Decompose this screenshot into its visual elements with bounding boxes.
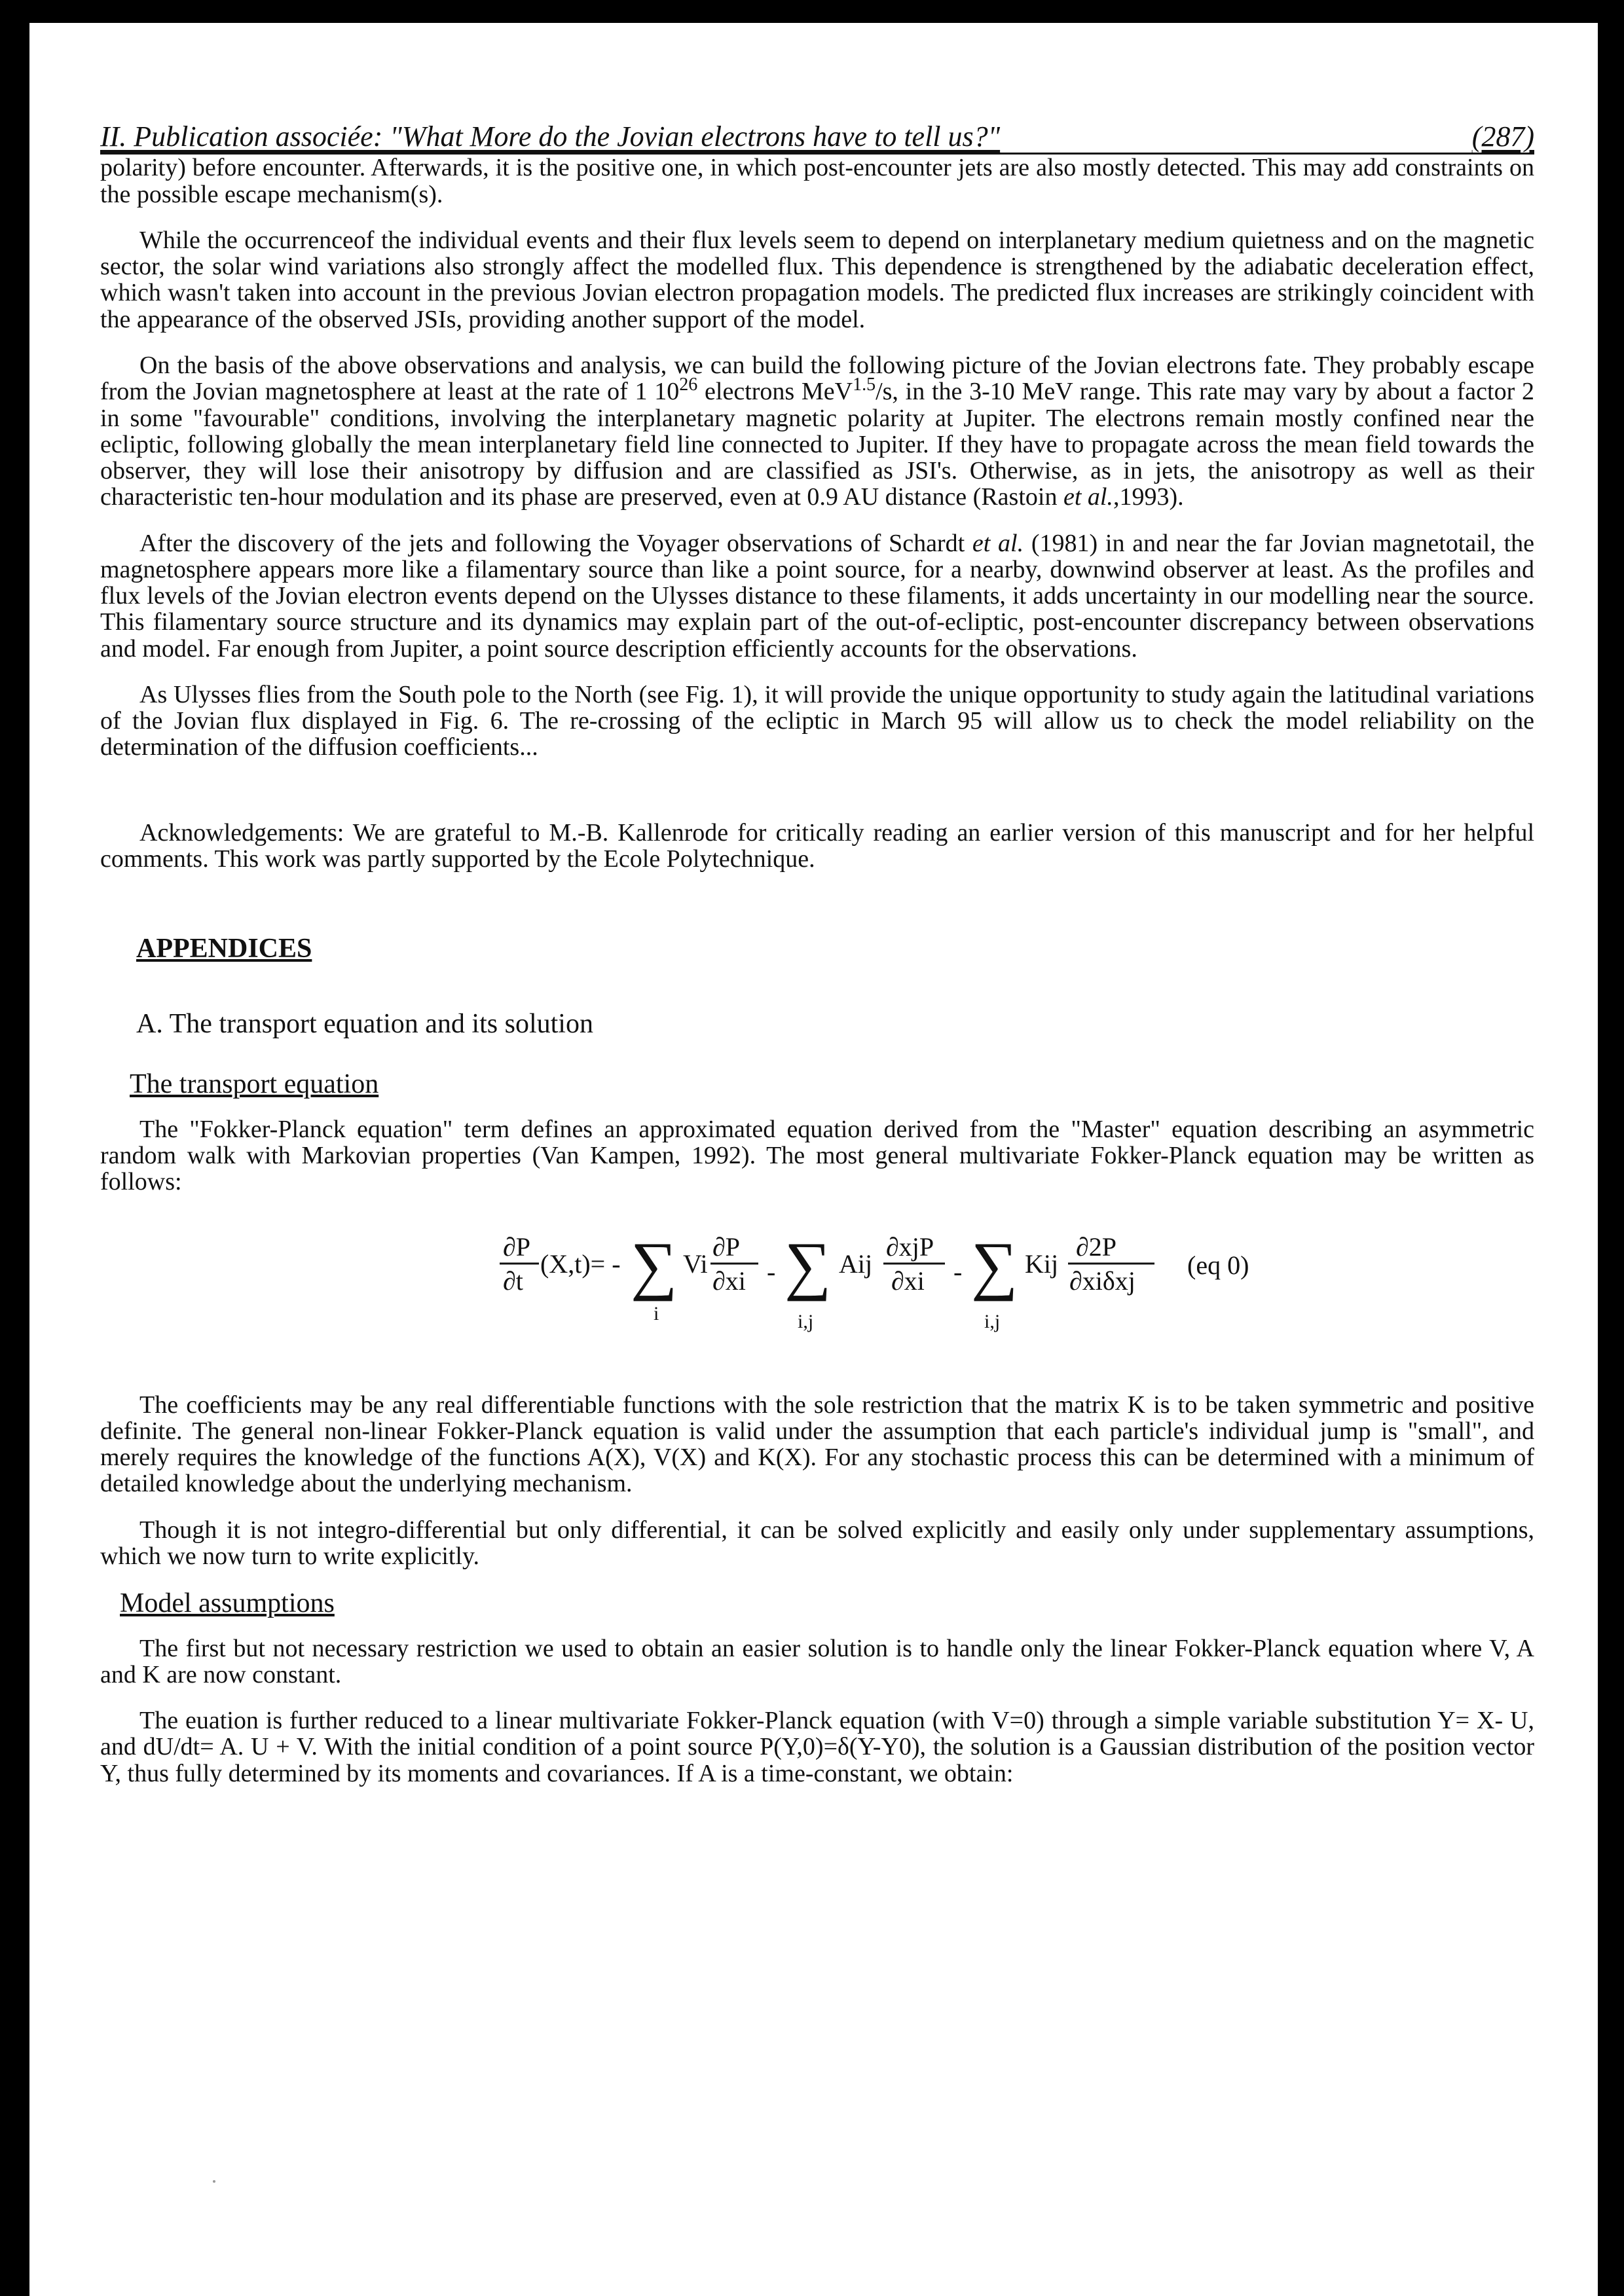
- paragraph-restriction: The first but not necessary restriction we used to obtain an easier solution is to handle only the linear Fokker-Planck equation where V, A and K are now constant.: [100, 1634, 1534, 1688]
- scan-speck: [213, 2180, 215, 2183]
- equation-graphic: [493, 1215, 1279, 1346]
- text-run: (1981) in and near the far Jovian magnetotail, the magnetosphere appears more like a filamentary source than like a point source, for a nearby, downwind observer at least. As the profiles and flux levels of the Jovian electron events depend on the Ulysses distance to these filaments, it adds uncertainty in our modelling near the source. This filamentary source structure and its dynamics may explain part of the out-of-ecliptic, post-encounter discrepancy between observations and model. Far enough from Jupiter, a point source description efficiently accounts for the observations.: [100, 529, 1535, 663]
- lhs-arguments: (X,t)= -: [540, 1248, 621, 1279]
- heading-appendices: APPENDICES: [136, 934, 312, 964]
- header-title: II. Publication associée: "What More do the Jovian electrons have to tell us?": [100, 120, 1001, 153]
- running-header: [100, 121, 1534, 155]
- page-content: [100, 121, 1534, 1806]
- heading-transport-equation: The transport equation: [130, 1069, 379, 1100]
- text-run: /s, in the 3-10 MeV range. This rate may vary by about a factor 2 in some "favourable" conditions, involving the interplanetary magnetic polarity at Jupiter. The electrons remain mostly confined near the ecliptic, following globally the mean interplanetary field line connected to Jupiter. If they have to propagate across the mean field towards the observer, they will lose their anisotropy by diffusion and are classified as JSI's. Otherwise, as in jets, the anisotropy as well as their characteristic ten-hour modulation and its phase are preserved, even at 0.9 AU distance (Rastoin: [100, 378, 1534, 511]
- paragraph-ulysses: As Ulysses flies from the South pole to the North (see Fig. 1), it will provide the unique opportunity to study again the latitudinal variations of the Jovian flux displayed in Fig. 6. The re-crossing of the ecliptic in March 95 will allow us to check the model reliability on the determination of the diffusion coefficients...: [100, 680, 1534, 761]
- lhs-numerator: ∂P: [503, 1231, 531, 1262]
- text-run: On the basis of the above observations and analysis, we can build the following picture of the Jovian electrons fate. They probably escape from the Jovian magnetosphere at least at the rate of 1 10: [100, 351, 1534, 406]
- superscript: 1.5: [853, 374, 876, 395]
- document-page: [29, 23, 1598, 2296]
- sum-index-1: i: [654, 1302, 659, 1324]
- term1-denominator: ∂xi: [712, 1266, 746, 1296]
- paragraph-acknowledgements: Acknowledgements: We are grateful to M.-B. Kallenrode for critically reading an earlier version of this manuscript and for her helpful comments. This work was partly supported by the Ecole Polytechnique.: [100, 818, 1534, 873]
- equation-eq0: [100, 1215, 1534, 1346]
- paragraph-occurrence: While the occurrenceof the individual events and their flux levels seem to depend on interplanetary medium quietness and on the magnetic sector, the solar wind variations also strongly affect the modelled flux. This dependence is strengthened by the adiabatic deceleration effect, which wasn't taken into account in the previous Jovian electron propagation models. The predicted flux increases are strikingly coincident with the appearance of the observed JSIs, providing another support of the model.: [100, 226, 1534, 333]
- term3-numerator: ∂2P: [1076, 1231, 1117, 1262]
- text-run: ,1993).: [1113, 483, 1184, 511]
- text-run: electrons MeV: [697, 378, 853, 406]
- italic-et-al: et al.: [972, 529, 1024, 557]
- sum-symbol-3: ∑: [971, 1228, 1018, 1302]
- term2-coefficient: Aij: [839, 1248, 873, 1279]
- text-run: After the discovery of the jets and following the Voyager observations of Schardt: [139, 529, 972, 557]
- term3-denominator: ∂xiδxj: [1069, 1266, 1135, 1296]
- italic-et-al: et al.: [1063, 483, 1113, 511]
- paragraph-fokker-planck: The "Fokker-Planck equation" term defines an approximated equation derived from the "Master" equation describing an asymmetric random walk with Markovian properties (Van Kampen, 1992). The most general multivariate Fokker-Planck equation may be written as follows:: [100, 1115, 1534, 1196]
- sum-symbol-1: ∑: [631, 1228, 678, 1302]
- lhs-denominator: ∂t: [503, 1266, 523, 1296]
- paragraph-polarity: polarity) before encounter. Afterwards, it is the positive one, in which post-encounter jets are also mostly detected. This may add constraints on the possible escape mechanism(s).: [100, 154, 1534, 208]
- term2-numerator: ∂xjP: [886, 1231, 934, 1262]
- header-page-number: (287): [1471, 120, 1534, 153]
- term1-coefficient: Vi: [683, 1248, 708, 1279]
- sum-index-2: i,j: [798, 1310, 814, 1332]
- paragraph-euation: The euation is further reduced to a linear multivariate Fokker-Planck equation (with V=0) through a simple variable substitution Y= X- U, and dU/dt= A. U + V. With the initial condition of a point source P(Y,0)=δ(Y-Y0), the solution is a Gaussian distribution of the position vector Y, thus fully determined by its moments and covariances. If A is a time-constant, we obtain:: [100, 1707, 1534, 1787]
- term1-numerator: ∂P: [712, 1231, 741, 1262]
- sum-index-3: i,j: [984, 1310, 1001, 1332]
- sum-symbol-2: ∑: [784, 1228, 832, 1302]
- paragraph-coefficients: The coefficients may be any real differentiable functions with the sole restriction that the matrix K is to be taken symmetric and positive definite. The general non-linear Fokker-Planck equation is valid under the assumption that each particle's individual jump is "small", and merely requires the knowledge of the functions A(X), V(X) and K(X). For any stochastic process this can be determined with a minimum of detailed knowledge about the underlying mechanism.: [100, 1391, 1534, 1498]
- term3-coefficient: Kij: [1025, 1248, 1059, 1279]
- heading-section-a: A. The transport equation and its solution: [136, 1008, 593, 1039]
- paragraph-picture: [100, 352, 1534, 511]
- superscript: 26: [679, 374, 698, 395]
- spacer: [100, 780, 1534, 820]
- equation-label: (eq 0): [1187, 1250, 1249, 1280]
- term2-denominator: ∂xi: [891, 1266, 925, 1296]
- paragraph-integro: Though it is not integro-differential but only differential, it can be solved explicitly and easily only under supplementary assumptions, which we now turn to write explicitly.: [100, 1516, 1534, 1570]
- minus-sign: -: [767, 1256, 776, 1286]
- minus-sign: -: [953, 1256, 963, 1286]
- paragraph-discovery: [100, 530, 1534, 662]
- heading-model-assumptions: Model assumptions: [120, 1588, 335, 1619]
